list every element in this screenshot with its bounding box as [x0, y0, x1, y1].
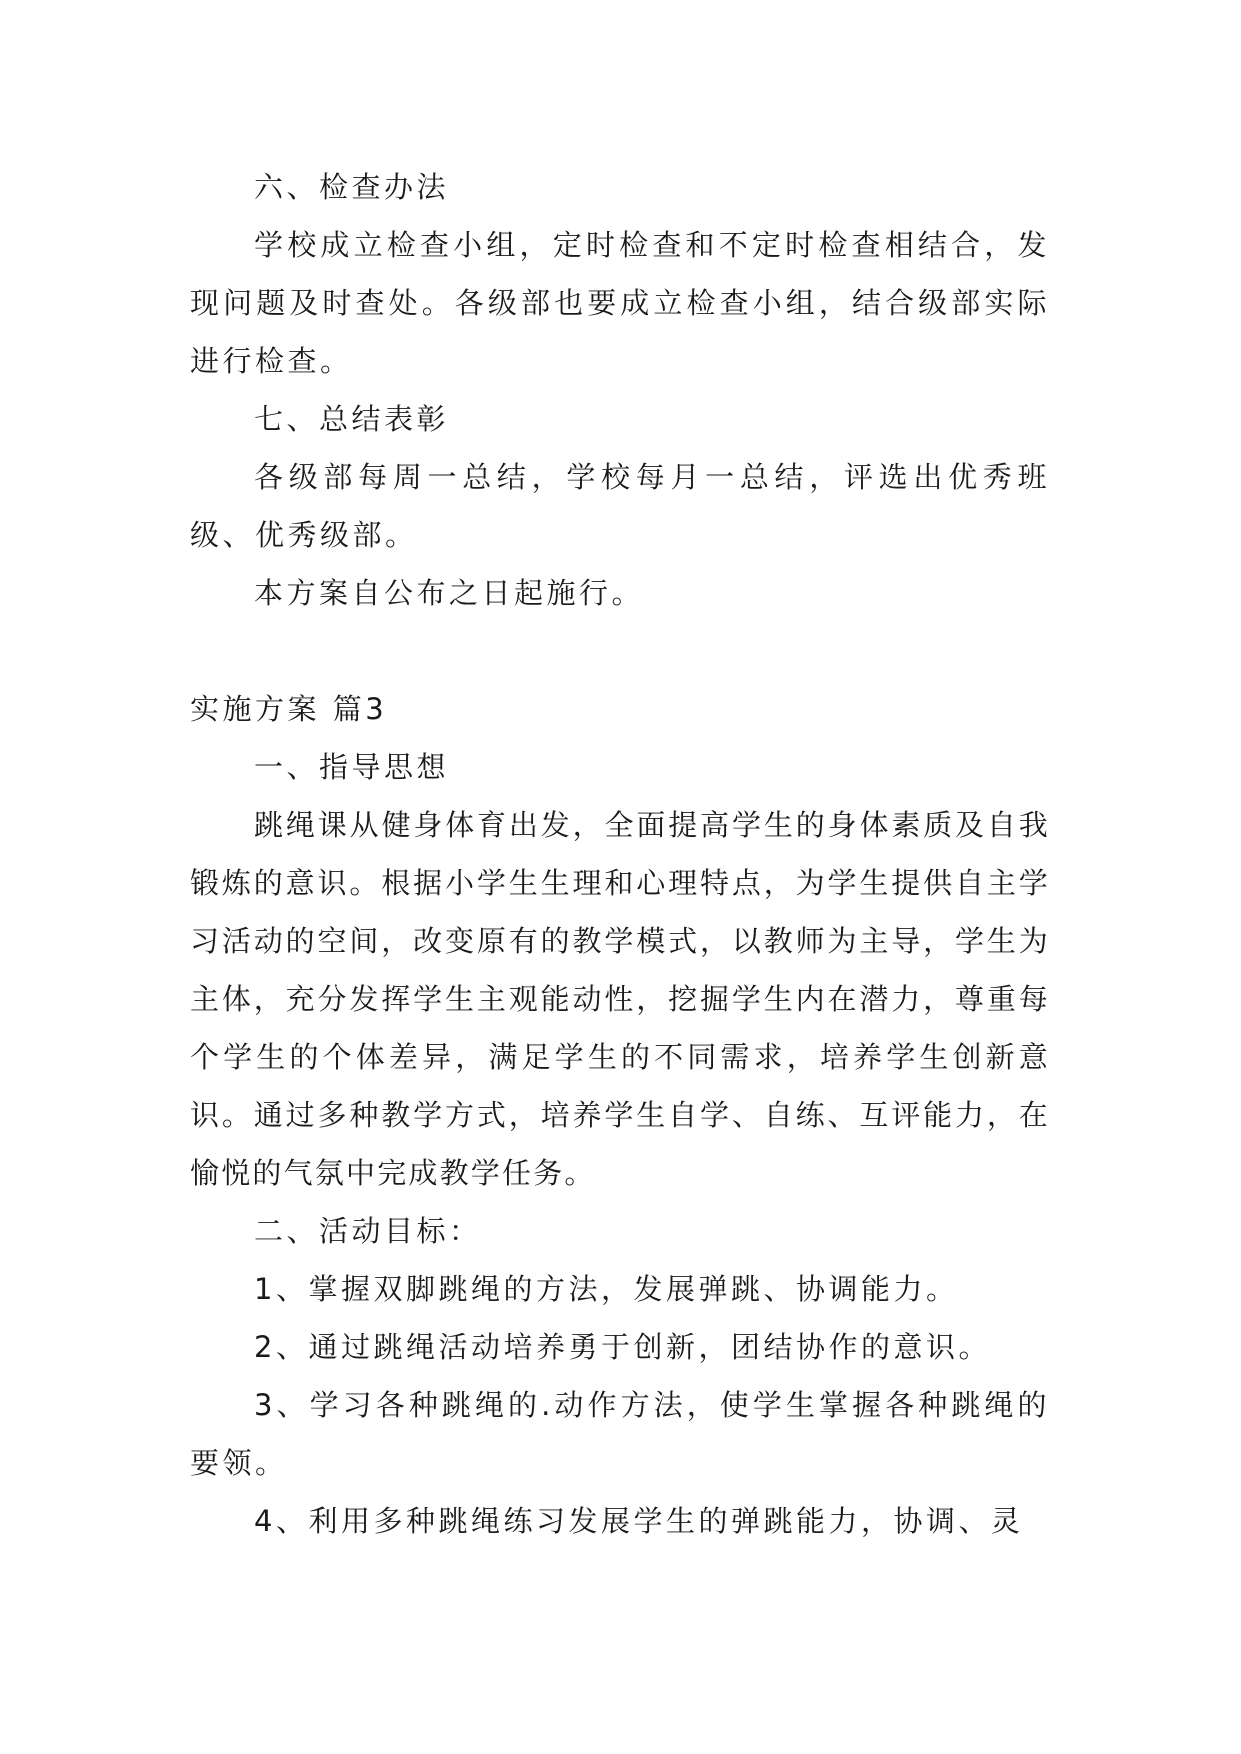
goal-item-4: 4、利用多种跳绳练习发展学生的弹跳能力，协调、灵	[254, 1504, 1024, 1538]
paragraph-effective-date: 本方案自公布之日起施行。	[254, 576, 645, 610]
section-title: 实施方案 篇3	[190, 692, 388, 726]
heading-inspection-method: 六、检查办法	[254, 170, 450, 204]
paragraph-guiding-ideology: 跳绳课从健身体育出发，全面提高学生的身体素质及自我锻炼的意识。根据小学生生理和心理特点，为学生提供自主学习活动的空间，改变原有的教学模式，以教师为主导，学生为主体，充分发挥学生主观能动性，挖掘学生内在潜力，尊重每个学生的个体差异，满足学生的不同需求，培养学生创新意识。通过多种教学方式，培养学生自学、自练、互评能力，在愉悦的气氛中完成教学任务。	[190, 808, 1050, 1190]
goal-item-2: 2、通过跳绳活动培养勇于创新，团结协作的意识。	[254, 1330, 991, 1364]
goal-item-3: 3、学习各种跳绳的.动作方法，使学生掌握各种跳绳的要领。	[190, 1388, 1050, 1480]
paragraph-summary: 各级部每周一总结，学校每月一总结，评选出优秀班级、优秀级部。	[190, 460, 1050, 552]
paragraph-inspection: 学校成立检查小组，定时检查和不定时检查相结合，发现问题及时查处。各级部也要成立检查小组，结合级部实际进行检查。	[190, 228, 1050, 378]
heading-activity-goals: 二、活动目标：	[254, 1214, 482, 1248]
document-body	[190, 158, 1050, 1550]
heading-summary-commendation: 七、总结表彰	[254, 402, 450, 436]
goal-item-1: 1、掌握双脚跳绳的方法，发展弹跳、协调能力。	[254, 1272, 959, 1306]
heading-guiding-ideology: 一、指导思想	[254, 750, 450, 784]
